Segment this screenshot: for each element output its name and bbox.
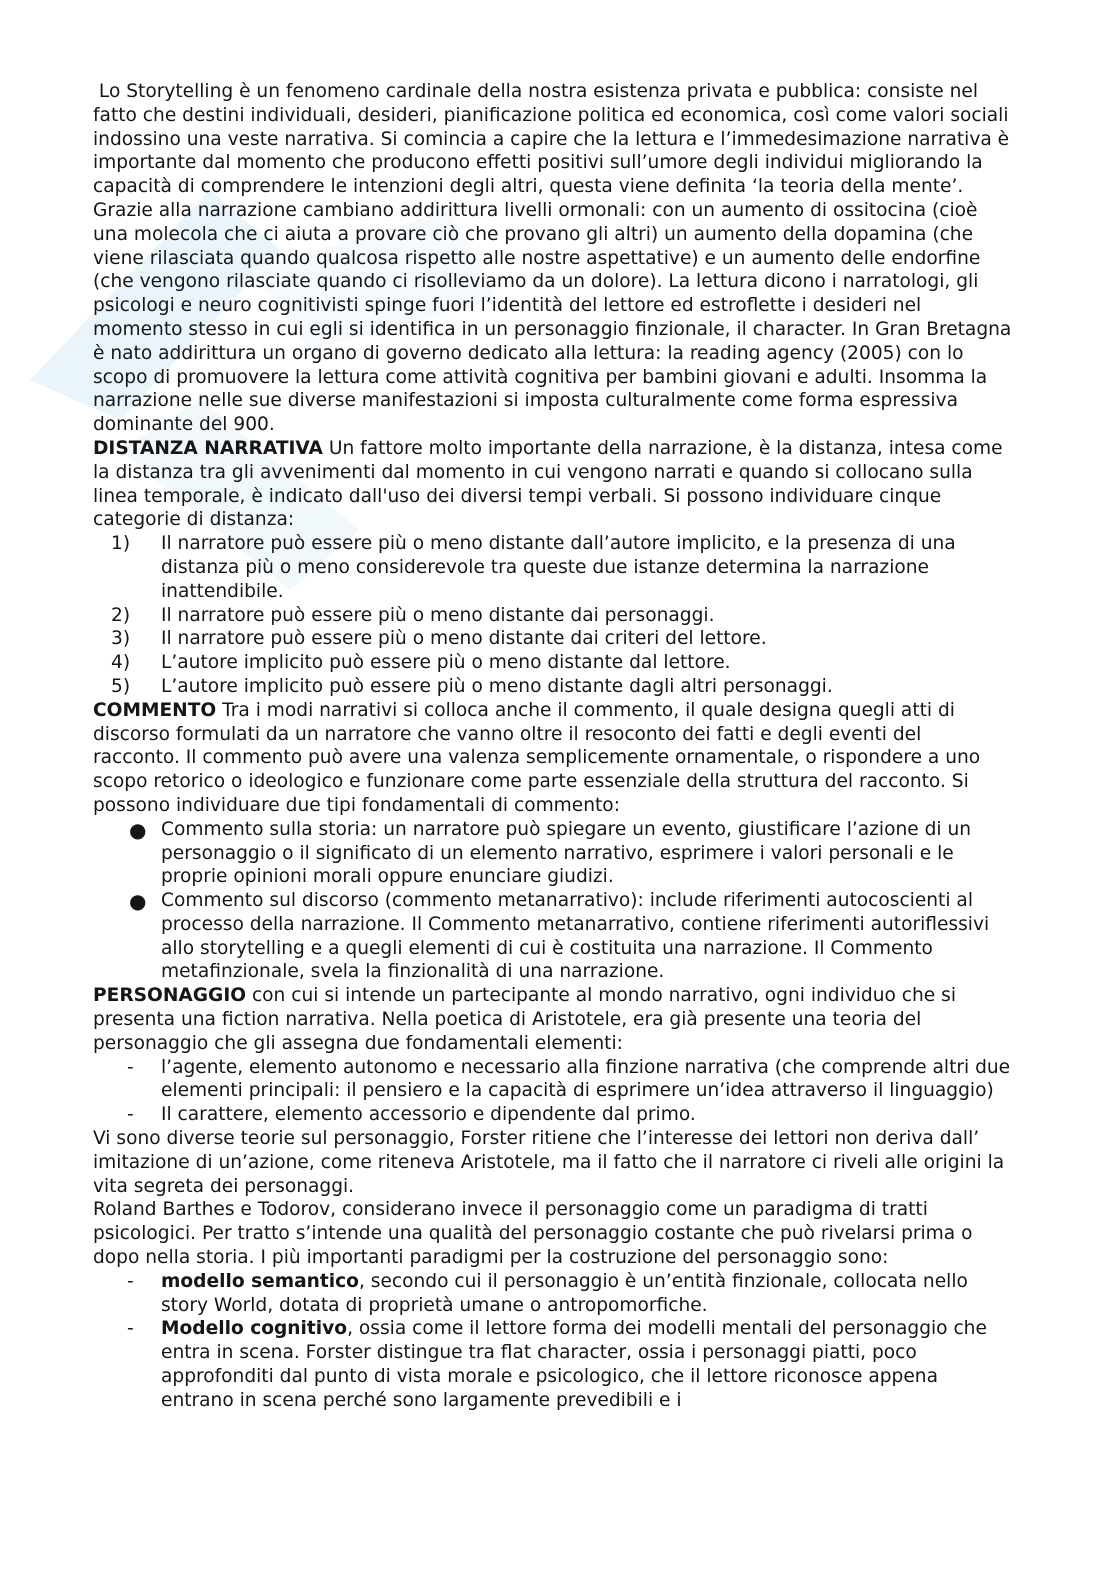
intro-paragraph xyxy=(93,80,1013,437)
list-item xyxy=(93,1056,1013,1104)
list-item xyxy=(93,1317,1013,1412)
bullet-icon: ● xyxy=(129,889,147,914)
list-marker: 3) xyxy=(111,628,131,650)
distanza-text: Un fattore molto importante della narrazione, è la distanza, intesa come la distanza tra gli avvenimenti dal momento in cui vengono narrati e quando si collocano sulla linea temporale, è indicato dall'uso dei diversi tempi verbali. Si possono individuare cinque categorie di distanza: xyxy=(93,437,1003,531)
distanza-list xyxy=(93,532,1013,699)
list-item-text: l’agente, elemento autonomo e necessario alla finzione narrativa (che comprende altri due elementi principali: il pensiero e la capacità di esprimere un’idea attraverso il linguaggio) xyxy=(161,1056,1011,1102)
list-item xyxy=(93,675,1013,699)
personaggio-paragraph xyxy=(93,984,1013,1055)
list-item xyxy=(93,532,1013,603)
list-marker: 1) xyxy=(111,533,131,555)
barthes-paragraph: Roland Barthes e Todorov, considerano invece il personaggio come un paradigma di tratti psicologici. Per tratto s’intende una qualità del personaggio costante che può rivelarsi prima o dopo nella storia. I più importanti paradigmi per la costruzione del personaggio sono: xyxy=(93,1199,973,1269)
list-item-text: L’autore implicito può essere più o meno distante dagli altri personaggi. xyxy=(161,675,833,697)
dash-marker: - xyxy=(127,1318,134,1340)
list-item xyxy=(93,1270,1013,1318)
list-item-text: , ossia come il lettore forma dei modelli mentali del personaggio che entra in scena. Forster distingue tra flat character, ossia i personaggi piatti, poco approfonditi dal punto di vista morale e psicologico, che il lettore riconosce appena entrano in scena perché sono largamente prevedibili e i xyxy=(161,1318,987,1411)
model-name: Modello cognitivo xyxy=(161,1318,348,1340)
list-item-text: Il narratore può essere più o meno distante dai criteri del lettore. xyxy=(161,628,767,650)
list-marker: 2) xyxy=(111,604,131,626)
models-list xyxy=(93,1270,1013,1413)
list-item xyxy=(93,604,1013,628)
commento-paragraph xyxy=(93,699,1013,818)
forster-paragraph: Vi sono diverse teorie sul personaggio, Forster ritiene che l’interesse dei lettori non deriva dall’ imitazione di un’azione, come riteneva Aristotele, ma il fatto che il narratore ci riveli alle origini la vita segreta dei personaggi. xyxy=(93,1128,1005,1197)
list-item-text: , secondo cui il personaggio è un’entità finzionale, collocata nello story World, dotata di proprietà umane o antropomorfiche. xyxy=(161,1270,968,1316)
personaggio-text: con cui si intende un partecipante al mondo narrativo, ogni individuo che si presenta una fiction narrativa. Nella poetica di Aristotele, era già presente una teoria del personaggio che gli assegna due fondamentali elementi: xyxy=(93,985,957,1054)
list-item xyxy=(93,651,1013,675)
list-item-text: Commento sulla storia: un narratore può spiegare un evento, giustificare l’azione di un personaggio o il significato di un elemento narrativo, esprimere i valori personali e le proprie opinioni morali oppure enunciare giudizi. xyxy=(161,818,972,888)
list-item xyxy=(93,818,1013,889)
list-item xyxy=(93,889,1013,984)
list-item-text: L’autore implicito può essere più o meno distante dal lettore. xyxy=(161,652,731,674)
list-item-text: Il carattere, elemento accessorio e dipendente dal primo. xyxy=(161,1104,696,1126)
distanza-paragraph xyxy=(93,437,1013,532)
list-marker: 4) xyxy=(111,652,131,674)
bullet-icon: ● xyxy=(129,817,147,842)
list-item-text: Il narratore può essere più o meno distante dall’autore implicito, e la presenza di una distanza più o meno considerevole tra queste due istanze determina la narrazione inattendibile. xyxy=(161,533,956,602)
dash-marker: - xyxy=(127,1056,134,1078)
list-item xyxy=(93,627,1013,651)
list-item-text: Il narratore può essere più o meno distante dai personaggi. xyxy=(161,604,715,626)
model-name: modello semantico xyxy=(161,1270,359,1292)
list-marker: 5) xyxy=(111,675,131,697)
commento-heading: COMMENTO xyxy=(93,699,217,721)
dash-marker: - xyxy=(127,1270,134,1292)
list-item-text: Commento sul discorso (commento metanarrativo): include riferimenti autocoscienti al processo della narrazione. Il Commento metanarrativo, contiene riferimenti autoriflessivi allo storytelling e a quegli elementi di cui è costituita una narrazione. Il Commento metafinzionale, svela la finzionalità di una narrazione. xyxy=(161,890,990,983)
list-item xyxy=(93,1103,1013,1127)
intro-text: Lo Storytelling è un fenomeno cardinale della nostra esistenza privata e pubblica: consiste nel fatto che destini individuali, desideri, pianificazione politica ed economica, così come valori sociali indossino una veste narrativa. Si comincia a capire che la lettura e l’immedesimazione narrativa è importante dal momento che producono effetti positivi sull’umore degli individui migliorando la capacità di comprendere le intenzioni degli altri, questa viene definita ‘la teoria della mente’. Grazie alla narrazione cambiano addirittura livelli ormonali: con un aumento di ossitocina (cioè una molecola che ci aiuta a provare ciò che provano gli altri) un aumento della dopamina (che viene rilasciata quando qualcosa rispetto alle nostre aspettative) e un aumento delle endorfine (che vengono rilasciate quando ci risolleviamo da un dolore). La lettura dicono i narratologi, gli psicologi e neuro cognitivisti spinge fuori l’identità del lettore ed estroflette i desideri nel momento stesso in cui egli si identifica in un personaggio finzionale, il character. In Gran Bretagna è nato addirittura un organo di governo dedicato alla lettura: la reading agency (2005) con lo scopo di promuovere la lettura come attività cognitiva per bambini giovani e adulti. Insomma la narrazione nelle sue diverse manifestazioni si imposta culturalmente come forma espressiva dominante del 900. xyxy=(93,81,1012,436)
distanza-heading: DISTANZA NARRATIVA xyxy=(93,437,323,459)
commento-text: Tra i modi narrativi si colloca anche il commento, il quale designa quegli atti di discorso formulati da un narratore che vanno oltre il resoconto dei fatti e degli eventi del racconto. Il commento può avere una valenza semplicemente ornamentale, o rispondere a uno scopo retorico o ideologico e funzionare come parte essenziale della struttura del racconto. Si possono individuare due tipi fondamentali di commento: xyxy=(93,699,981,816)
document-page xyxy=(93,80,1013,1413)
personaggio-list xyxy=(93,1056,1013,1127)
personaggio-heading: PERSONAGGIO xyxy=(93,985,247,1007)
dash-marker: - xyxy=(127,1104,134,1126)
commento-list xyxy=(93,818,1013,985)
